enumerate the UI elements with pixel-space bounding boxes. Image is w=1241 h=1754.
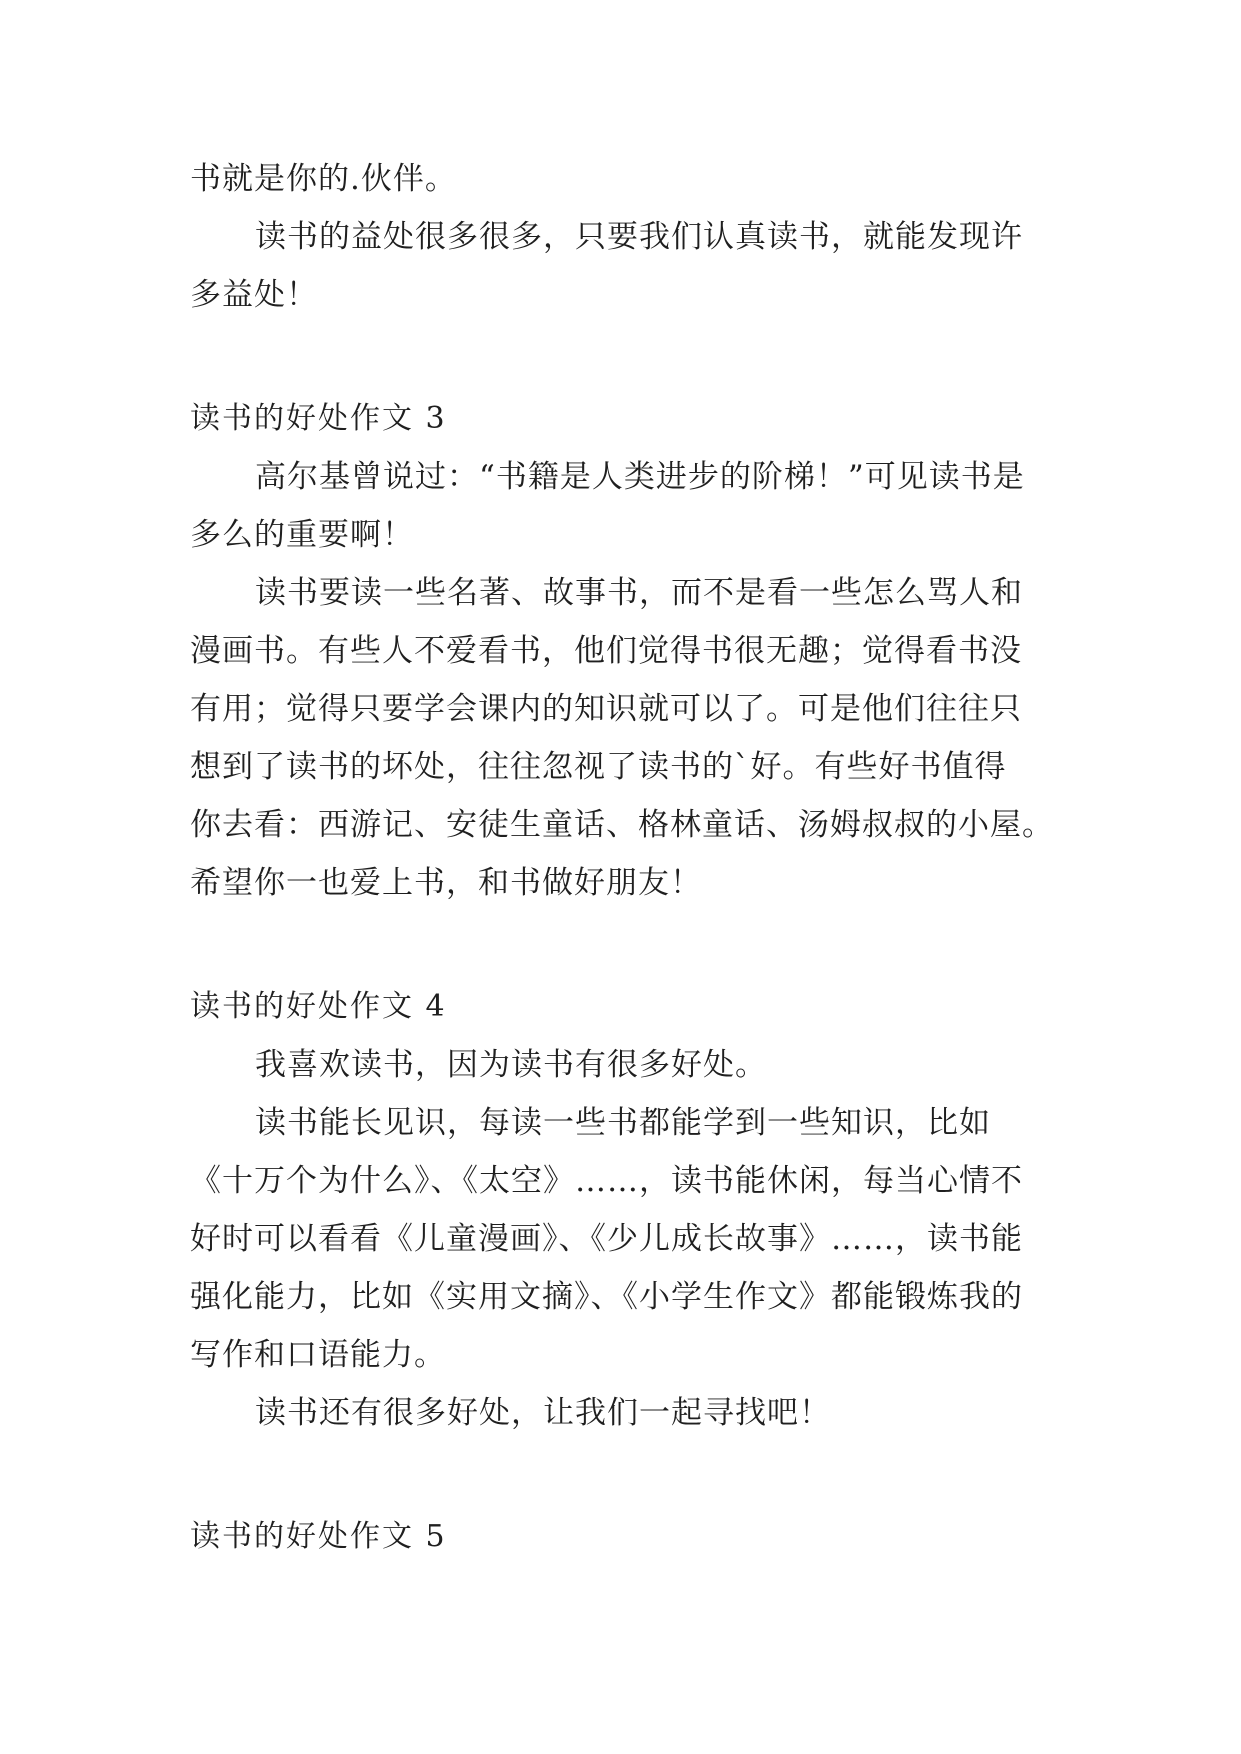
text-line: 你去看：西游记、安徒生童话、格林童话、汤姆叔叔的小屋。 [190, 807, 1054, 843]
paragraph-first-line: 读书还有很多好处，让我们一起寻找吧！ [255, 1395, 831, 1431]
paragraph-first-line: 读书的益处很多很多，只要我们认真读书，就能发现许 [255, 219, 1023, 255]
paragraph-first-line: 读书要读一些名著、故事书，而不是看一些怎么骂人和 [255, 575, 1023, 611]
text-line: 多益处！ [190, 277, 318, 313]
paragraph-first-line: 我喜欢读书，因为读书有很多好处。 [255, 1047, 767, 1083]
text-line: 希望你一也爱上书，和书做好朋友！ [190, 865, 702, 901]
text-line: 《十万个为什么》、《太空》……，读书能休闲，每当心情不 [190, 1163, 1023, 1199]
text-line: 书就是你的.伙伴。 [190, 161, 457, 197]
section-heading: 读书的好处作文 5 [190, 1519, 447, 1554]
text-line: 有用；觉得只要学会课内的知识就可以了。可是他们往往只 [190, 691, 1022, 727]
text-line: 漫画书。有些人不爱看书，他们觉得书很无趣；觉得看书没 [190, 633, 1022, 669]
text-line: 想到了读书的坏处，往往忽视了读书的`好。有些好书值得 [190, 749, 1007, 785]
text-line: 强化能力，比如《实用文摘》、《小学生作文》都能锻炼我的 [190, 1279, 1023, 1315]
section-heading: 读书的好处作文 3 [190, 401, 447, 436]
text-line: 写作和口语能力。 [190, 1337, 446, 1373]
section-heading: 读书的好处作文 4 [190, 989, 447, 1024]
paragraph-first-line: 高尔基曾说过：“书籍是人类进步的阶梯！”可见读书是 [255, 459, 1025, 495]
text-line: 好时可以看看《儿童漫画》、《少儿成长故事》……，读书能 [190, 1221, 1023, 1257]
text-line: 多么的重要啊！ [190, 517, 414, 553]
paragraph-first-line: 读书能长见识，每读一些书都能学到一些知识，比如 [255, 1105, 991, 1141]
